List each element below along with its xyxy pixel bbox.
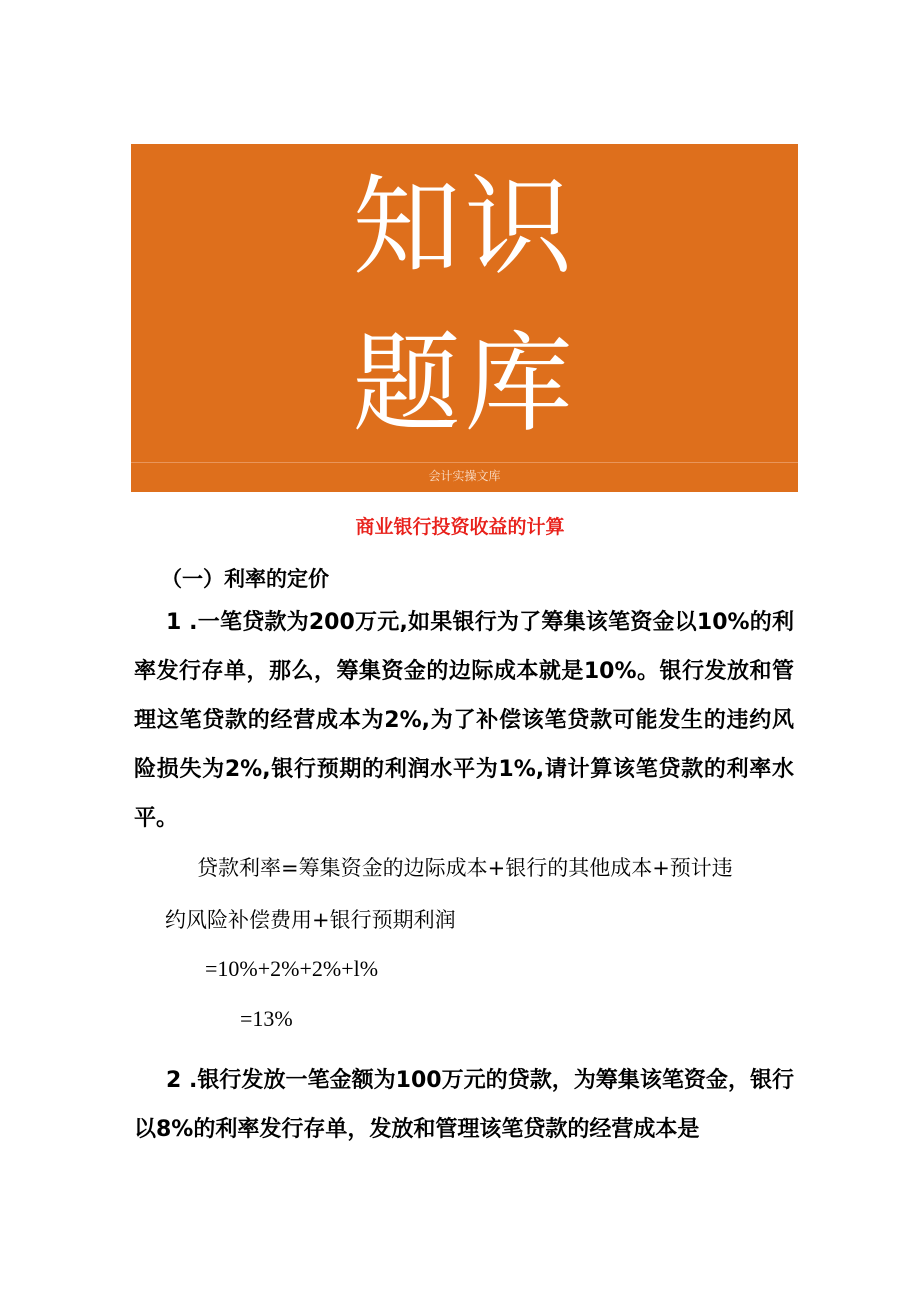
question-2: [134, 1056, 794, 1154]
banner-divider: [131, 462, 798, 463]
formula-line-2: 约风险补偿费用+银行预期利润: [165, 908, 456, 932]
banner-caption: 会计实操文库: [428, 469, 501, 483]
banner-title-line1: 知识: [352, 165, 577, 290]
formula-line-1: 贷款利率=筹集资金的边际成本+银行的其他成本+预计违: [197, 856, 733, 880]
question-2-text: 2 .银行发放一笔金额为100万元的贷款，为筹集该笔资金，银行以8%的利率发行存单，发放和管理该笔贷款的经营成本是: [134, 1068, 794, 1142]
question-1: [134, 598, 794, 843]
formula-line-3: =10%+2%+2%+l%: [205, 956, 379, 981]
document-title: 商业银行投资收益的计算: [355, 516, 565, 538]
header-banner: [131, 144, 798, 492]
formula-result: =13%: [240, 1006, 293, 1031]
question-1-text: 1 .一笔贷款为200万元,如果银行为了筹集该笔资金以10%的利率发行存单，那么，筹集资金的边际成本就是10%。银行发放和管理这笔贷款的经营成本为2%,为了补偿该笔贷款可能发生的违约风险损失为2%,银行预期的利润水平为1%,请计算该笔贷款的利率水平。: [134, 610, 794, 831]
banner-title-line2: 题库: [352, 322, 577, 447]
section-heading: （一）利率的定价: [161, 567, 329, 591]
